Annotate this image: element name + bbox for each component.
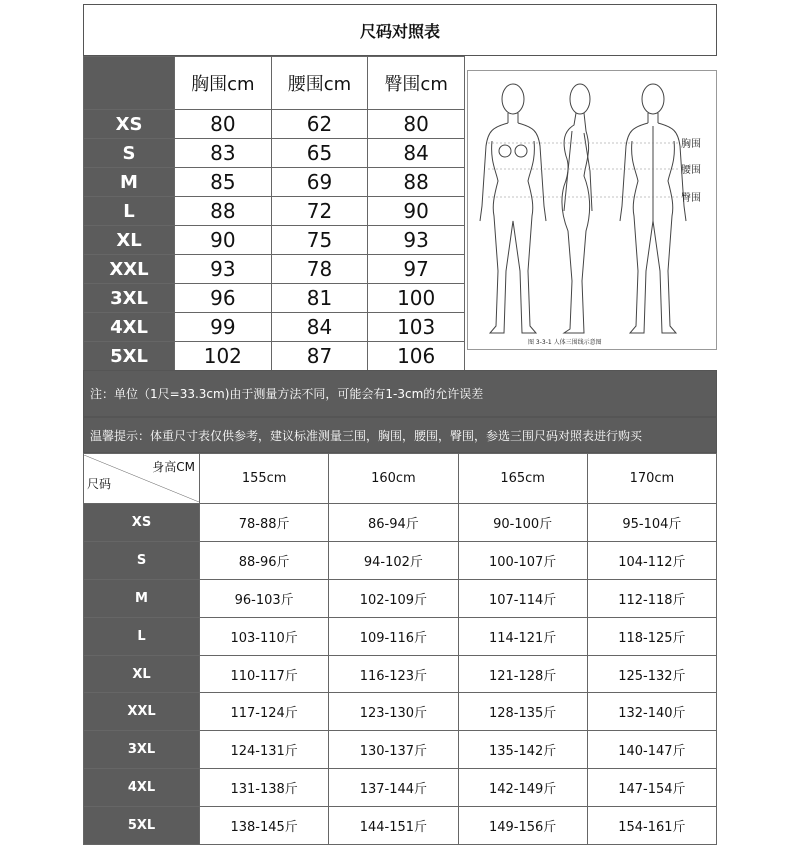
table-cell: 125-132斤 — [587, 655, 716, 693]
hip-label: 臀围 — [681, 193, 701, 204]
table-cell: 99 — [175, 313, 272, 342]
header-160: 160cm — [329, 454, 458, 504]
weight-row — [84, 617, 717, 655]
measurement-row — [84, 168, 465, 197]
table-cell: 144-151斤 — [329, 807, 458, 845]
table-cell: 100 — [368, 284, 465, 313]
size-label: XS — [84, 504, 200, 542]
measurement-row — [84, 342, 465, 371]
weight-row — [84, 655, 717, 693]
table-cell: 84 — [271, 313, 368, 342]
size-label: L — [84, 197, 175, 226]
measurement-header-row — [84, 57, 465, 110]
table-cell: 62 — [271, 110, 368, 139]
size-label: XS — [84, 110, 175, 139]
table-cell: 137-144斤 — [329, 769, 458, 807]
table-cell: 124-131斤 — [200, 731, 329, 769]
size-label: M — [84, 579, 200, 617]
table-cell: 96 — [175, 284, 272, 313]
table-cell: 90 — [175, 226, 272, 255]
size-label: 5XL — [84, 342, 175, 371]
weight-row — [84, 769, 717, 807]
weight-row — [84, 541, 717, 579]
weight-header-row — [84, 454, 717, 504]
body-measurement-diagram — [467, 70, 717, 350]
table-cell: 72 — [271, 197, 368, 226]
table-cell: 88-96斤 — [200, 541, 329, 579]
table-cell: 104-112斤 — [587, 541, 716, 579]
table-cell: 93 — [368, 226, 465, 255]
table-cell: 69 — [271, 168, 368, 197]
table-cell: 130-137斤 — [329, 731, 458, 769]
body-figures-illustration — [468, 71, 716, 349]
table-cell: 100-107斤 — [458, 541, 587, 579]
table-cell: 118-125斤 — [587, 617, 716, 655]
table-cell: 147-154斤 — [587, 769, 716, 807]
header-170: 170cm — [587, 454, 716, 504]
weight-row — [84, 693, 717, 731]
measurement-row — [84, 110, 465, 139]
header-waist: 腰围cm — [271, 57, 368, 110]
tip-note: 温馨提示：体重尺寸表仅供参考，建议标准测量三围，胸围，腰围，臀围，参选三围尺码对照表进行购买 — [83, 417, 717, 453]
table-cell: 154-161斤 — [587, 807, 716, 845]
table-cell: 116-123斤 — [329, 655, 458, 693]
size-label: XL — [84, 655, 200, 693]
weight-row — [84, 731, 717, 769]
corner-height-label: 身高CM — [152, 460, 195, 474]
table-cell: 97 — [368, 255, 465, 284]
header-165: 165cm — [458, 454, 587, 504]
table-cell: 93 — [175, 255, 272, 284]
header-155: 155cm — [200, 454, 329, 504]
table-cell: 90 — [368, 197, 465, 226]
diagram-caption: 图 3-3-1 人体三围线示意图 — [528, 339, 602, 346]
size-label: 4XL — [84, 769, 200, 807]
table-cell: 121-128斤 — [458, 655, 587, 693]
table-cell: 80 — [368, 110, 465, 139]
table-cell: 85 — [175, 168, 272, 197]
table-cell: 135-142斤 — [458, 731, 587, 769]
table-cell: 78-88斤 — [200, 504, 329, 542]
table-cell: 84 — [368, 139, 465, 168]
table-cell: 81 — [271, 284, 368, 313]
table-cell: 102-109斤 — [329, 579, 458, 617]
table-cell: 86-94斤 — [329, 504, 458, 542]
header-corner — [84, 57, 175, 110]
weight-height-table — [83, 453, 717, 845]
measurement-row — [84, 226, 465, 255]
header-corner-cell — [84, 454, 200, 504]
table-cell: 96-103斤 — [200, 579, 329, 617]
waist-label: 腰围 — [681, 165, 701, 176]
table-cell: 80 — [175, 110, 272, 139]
table-cell: 107-114斤 — [458, 579, 587, 617]
bust-label: 胸围 — [681, 139, 701, 150]
size-label: XXL — [84, 255, 175, 284]
table-cell: 123-130斤 — [329, 693, 458, 731]
table-cell: 106 — [368, 342, 465, 371]
table-cell: 87 — [271, 342, 368, 371]
table-cell: 103 — [368, 313, 465, 342]
page-title: 尺码对照表 — [83, 4, 717, 56]
measurement-table — [83, 56, 465, 371]
table-cell: 117-124斤 — [200, 693, 329, 731]
measurement-row — [84, 197, 465, 226]
header-bust: 胸围cm — [175, 57, 272, 110]
size-label: M — [84, 168, 175, 197]
table-cell: 95-104斤 — [587, 504, 716, 542]
size-label: 3XL — [84, 731, 200, 769]
table-cell: 88 — [175, 197, 272, 226]
measurement-row — [84, 255, 465, 284]
size-label: 4XL — [84, 313, 175, 342]
table-cell: 78 — [271, 255, 368, 284]
weight-row — [84, 504, 717, 542]
measurement-row — [84, 313, 465, 342]
size-label: XXL — [84, 693, 200, 731]
table-cell: 75 — [271, 226, 368, 255]
table-cell: 131-138斤 — [200, 769, 329, 807]
table-cell: 110-117斤 — [200, 655, 329, 693]
measurement-row — [84, 139, 465, 168]
table-cell: 132-140斤 — [587, 693, 716, 731]
table-cell: 103-110斤 — [200, 617, 329, 655]
table-cell: 83 — [175, 139, 272, 168]
table-cell: 149-156斤 — [458, 807, 587, 845]
weight-row — [84, 579, 717, 617]
size-label: 5XL — [84, 807, 200, 845]
size-label: XL — [84, 226, 175, 255]
table-cell: 102 — [175, 342, 272, 371]
table-cell: 140-147斤 — [587, 731, 716, 769]
table-cell: 65 — [271, 139, 368, 168]
table-cell: 142-149斤 — [458, 769, 587, 807]
header-hip: 臀围cm — [368, 57, 465, 110]
table-cell: 88 — [368, 168, 465, 197]
table-cell: 94-102斤 — [329, 541, 458, 579]
table-cell: 90-100斤 — [458, 504, 587, 542]
size-label: 3XL — [84, 284, 175, 313]
unit-note: 注：单位（1尺=33.3cm)由于测量方法不同，可能会有1-3cm的允许误差 — [83, 370, 717, 417]
table-cell: 112-118斤 — [587, 579, 716, 617]
size-label: S — [84, 541, 200, 579]
size-label: L — [84, 617, 200, 655]
table-cell: 109-116斤 — [329, 617, 458, 655]
table-cell: 128-135斤 — [458, 693, 587, 731]
corner-size-label: 尺码 — [87, 477, 112, 491]
weight-row — [84, 807, 717, 845]
table-cell: 114-121斤 — [458, 617, 587, 655]
size-label: S — [84, 139, 175, 168]
measurement-row — [84, 284, 465, 313]
table-cell: 138-145斤 — [200, 807, 329, 845]
